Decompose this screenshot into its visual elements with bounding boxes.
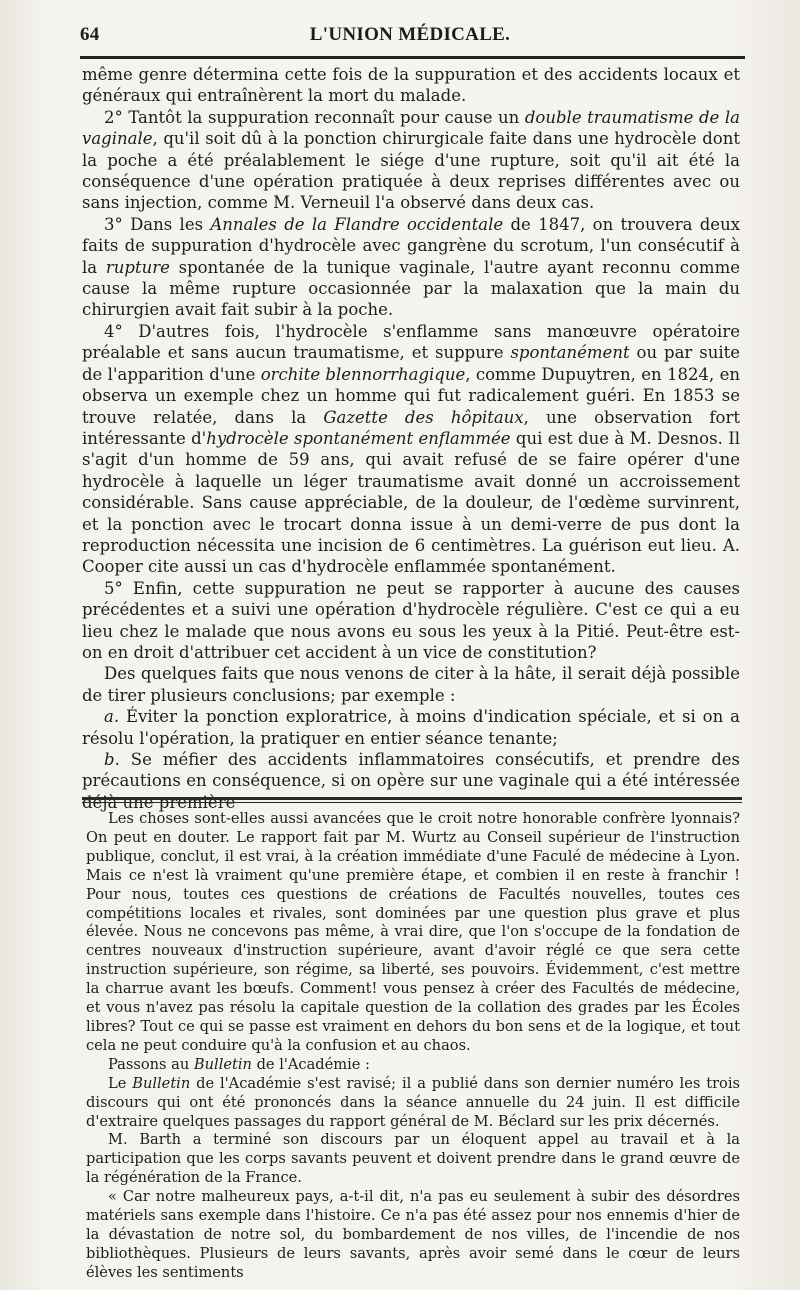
feuilleton-separator-thick (82, 797, 742, 800)
italic-text: hydrocèle spontanément enflammée (206, 428, 511, 448)
main-paragraph (82, 321, 740, 578)
text-run: Passons au (108, 1055, 194, 1073)
text-run: de l'Académie s'est ravisé; il a publié dans son dernier numéro les trois discours qui ont été prononcés dans la séance annuelle du 24 juin. Il est difficile d'extraire quelques passages du rapport général de M. Béclard sur les prix décernés. (86, 1074, 740, 1130)
text-run: spontanée de la tunique vaginale, l'autre ayant reconnu comme cause la même rupture occasionnée par la malaxation que la main du chirurgien avait fait subir à la poche. (82, 257, 740, 320)
text-run: 4° D'autres fois, l'hydrocèle s'enflamme sans manœuvre opératoire préalable et sans aucun traumatisme, et suppure (82, 321, 740, 363)
text-run: « Car notre malheureux pays, a-t-il dit, n'a pas eu seulement à subir des désordres matériels sans exemple dans l'histoire. Ce n'a pas été assez pour nos ennemis d'hier de la dévastation de notre sol, du bombardement de nos villes, de l'incendie de nos bibliothèques. Plusieurs de leurs savants, après avoir semé dans le cœur de leurs élèves les sentiments (86, 1188, 740, 1281)
feuilleton-paragraph (86, 810, 740, 1056)
main-paragraph (82, 663, 740, 706)
italic-text: a (104, 707, 114, 727)
main-paragraph (82, 749, 740, 813)
page-number: 64 (80, 24, 100, 45)
text-run: 5° Enfin, cette suppuration ne peut se rapporter à aucune des causes précédentes et a suivi une opération d'hydrocèle régulière. C'est ce qui a eu lieu chez le malade que nous avons eu sous les yeux à la Pitié. Peut-être est-on en droit d'attribuer cet accident à un vice de constitution? (82, 578, 740, 662)
italic-text: Bulletin (132, 1074, 191, 1092)
feuilleton-separator-thin (82, 802, 742, 803)
text-run: même genre détermina cette fois de la suppuration et des accidents locaux et généraux qui entraînèrent la mort du malade. (82, 65, 740, 106)
italic-text: Annales de la Flandre occidentale (210, 214, 504, 234)
italic-text: rupture (105, 257, 170, 277)
text-run: Des quelques faits que nous venons de citer à la hâte, il serait déjà possible de tirer plusieurs conclusions; par exemple : (82, 664, 740, 705)
text-run: . Se méfier des accidents inflammatoires consécutifs, et prendre des précautions en conséquence, si on opère sur une vaginale qui a été intéressée déjà une première (82, 750, 740, 812)
italic-text: double traumatisme de la vaginale (82, 107, 740, 149)
feuilleton-paragraph (86, 1131, 740, 1188)
text-run: , comme Dupuytren, en 1824, en observa un exemple chez un homme qui fut radicalement guéri. En 1853 se trouve relatée, dans la (82, 364, 740, 427)
main-paragraph (82, 578, 740, 664)
italic-text: spontanément (510, 343, 630, 363)
text-run: Le (108, 1074, 133, 1092)
text-run: qui est due à M. Desnos. Il s'agit d'un homme de 59 ans, qui avait refusé de se faire opérer d'une hydrocèle à laquelle un léger traumatisme avait donné un accroissement considérable. Sans cause appréciable, de la douleur, de l'œdème survinrent, et la ponction avec le trocart donna issue à un demi-verre de pus dont la reproduction nécessita une incision de 6 centimètres. La guérison eut lieu. A. Cooper cite aussi un cas d'hydrocèle enflammée spontanément. (82, 428, 740, 577)
italic-text: Gazette des hôpitaux (323, 407, 524, 427)
text-run: M. Barth a terminé son discours par un éloquent appel au travail et à la participation que les corps savants peuvent et doivent prendre dans le grand œuvre de la régénération de la France. (86, 1131, 740, 1187)
header-rule (80, 56, 745, 59)
text-run: . Éviter la ponction exploratrice, à moins d'indication spéciale, et si on a résolu l'opération, la pratiquer en entier séance tenante; (82, 707, 740, 748)
text-run: de 1847, on trouvera deux faits de suppuration d'hydrocèle avec gangrène du scrotum, l'un consécutif à la (82, 214, 741, 277)
text-run: de l'Académie : (251, 1055, 370, 1073)
feuilleton-text (86, 810, 740, 1283)
main-paragraph (82, 706, 740, 749)
text-run: , une observation fort intéressante d' (82, 407, 740, 448)
text-run: Les choses sont-elles aussi avancées que le croit notre honorable confrère lyonnais? On peut en douter. Le rapport fait par M. Wurtz au Conseil supérieur de l'instruction publique, conclut, il est vrai, à la création immédiate d'une Faculé de médecine à Lyon. Mais ce n'est là vraiment qu'une première étape, et combien il en reste à franchir ! Pour nous, toutes ces questions de créations de Facultés nouvelles, toutes ces compétitions locales et rivales, sont dominées par une question plus grave et plus élevée. Nous ne concevons pas même, à vrai dire, que l'on s'occupe de la fondation de centres nouveaux d'instruction supérieure, avant d'avoir réglé ce que sera cette instruction supérieure, son régime, sa liberté, ses pouvoirs. Évidemment, c'est mettre la charrue avant les bœufs. Comment! vous pensez à créer des Facultés de médecine, et vous n'avez pas résolu la capitale question de la collation des grades par les Écoles libres? Tout ce qui se passe est vraiment en dehors du bon sens et de la logique, et tout cela ne peut conduire qu'à la confusion et au chaos. (86, 810, 740, 1054)
italic-text: Bulletin (193, 1055, 252, 1073)
text-run: , qu'il soit dû à la ponction chirurgicale faite dans une hydrocèle dont la poche a été préalablement le siége d'une rupture, soit qu'il ait été la conséquence d'une opération pratiquée à deux reprises différentes avec ou sans injection, comme M. Verneuil l'a observé dans deux cas. (82, 129, 740, 213)
text-run: 2° Tantôt la suppuration reconnaît pour cause un (104, 107, 525, 127)
page-header (80, 18, 740, 48)
main-paragraph (82, 214, 740, 321)
text-run: 3° Dans les (104, 214, 211, 234)
feuilleton-paragraph (86, 1188, 740, 1283)
main-paragraph (82, 64, 740, 107)
feuilleton-paragraph (86, 1075, 740, 1132)
main-paragraph (82, 107, 740, 214)
journal-title: L'UNION MÉDICALE. (309, 24, 511, 45)
text-run: ou par suite de l'apparition d'une (82, 343, 740, 384)
italic-text: b (104, 750, 115, 769)
main-article-text (82, 64, 740, 813)
feuilleton-paragraph (86, 1056, 740, 1075)
italic-text: orchite blennorrhagique (260, 364, 466, 384)
